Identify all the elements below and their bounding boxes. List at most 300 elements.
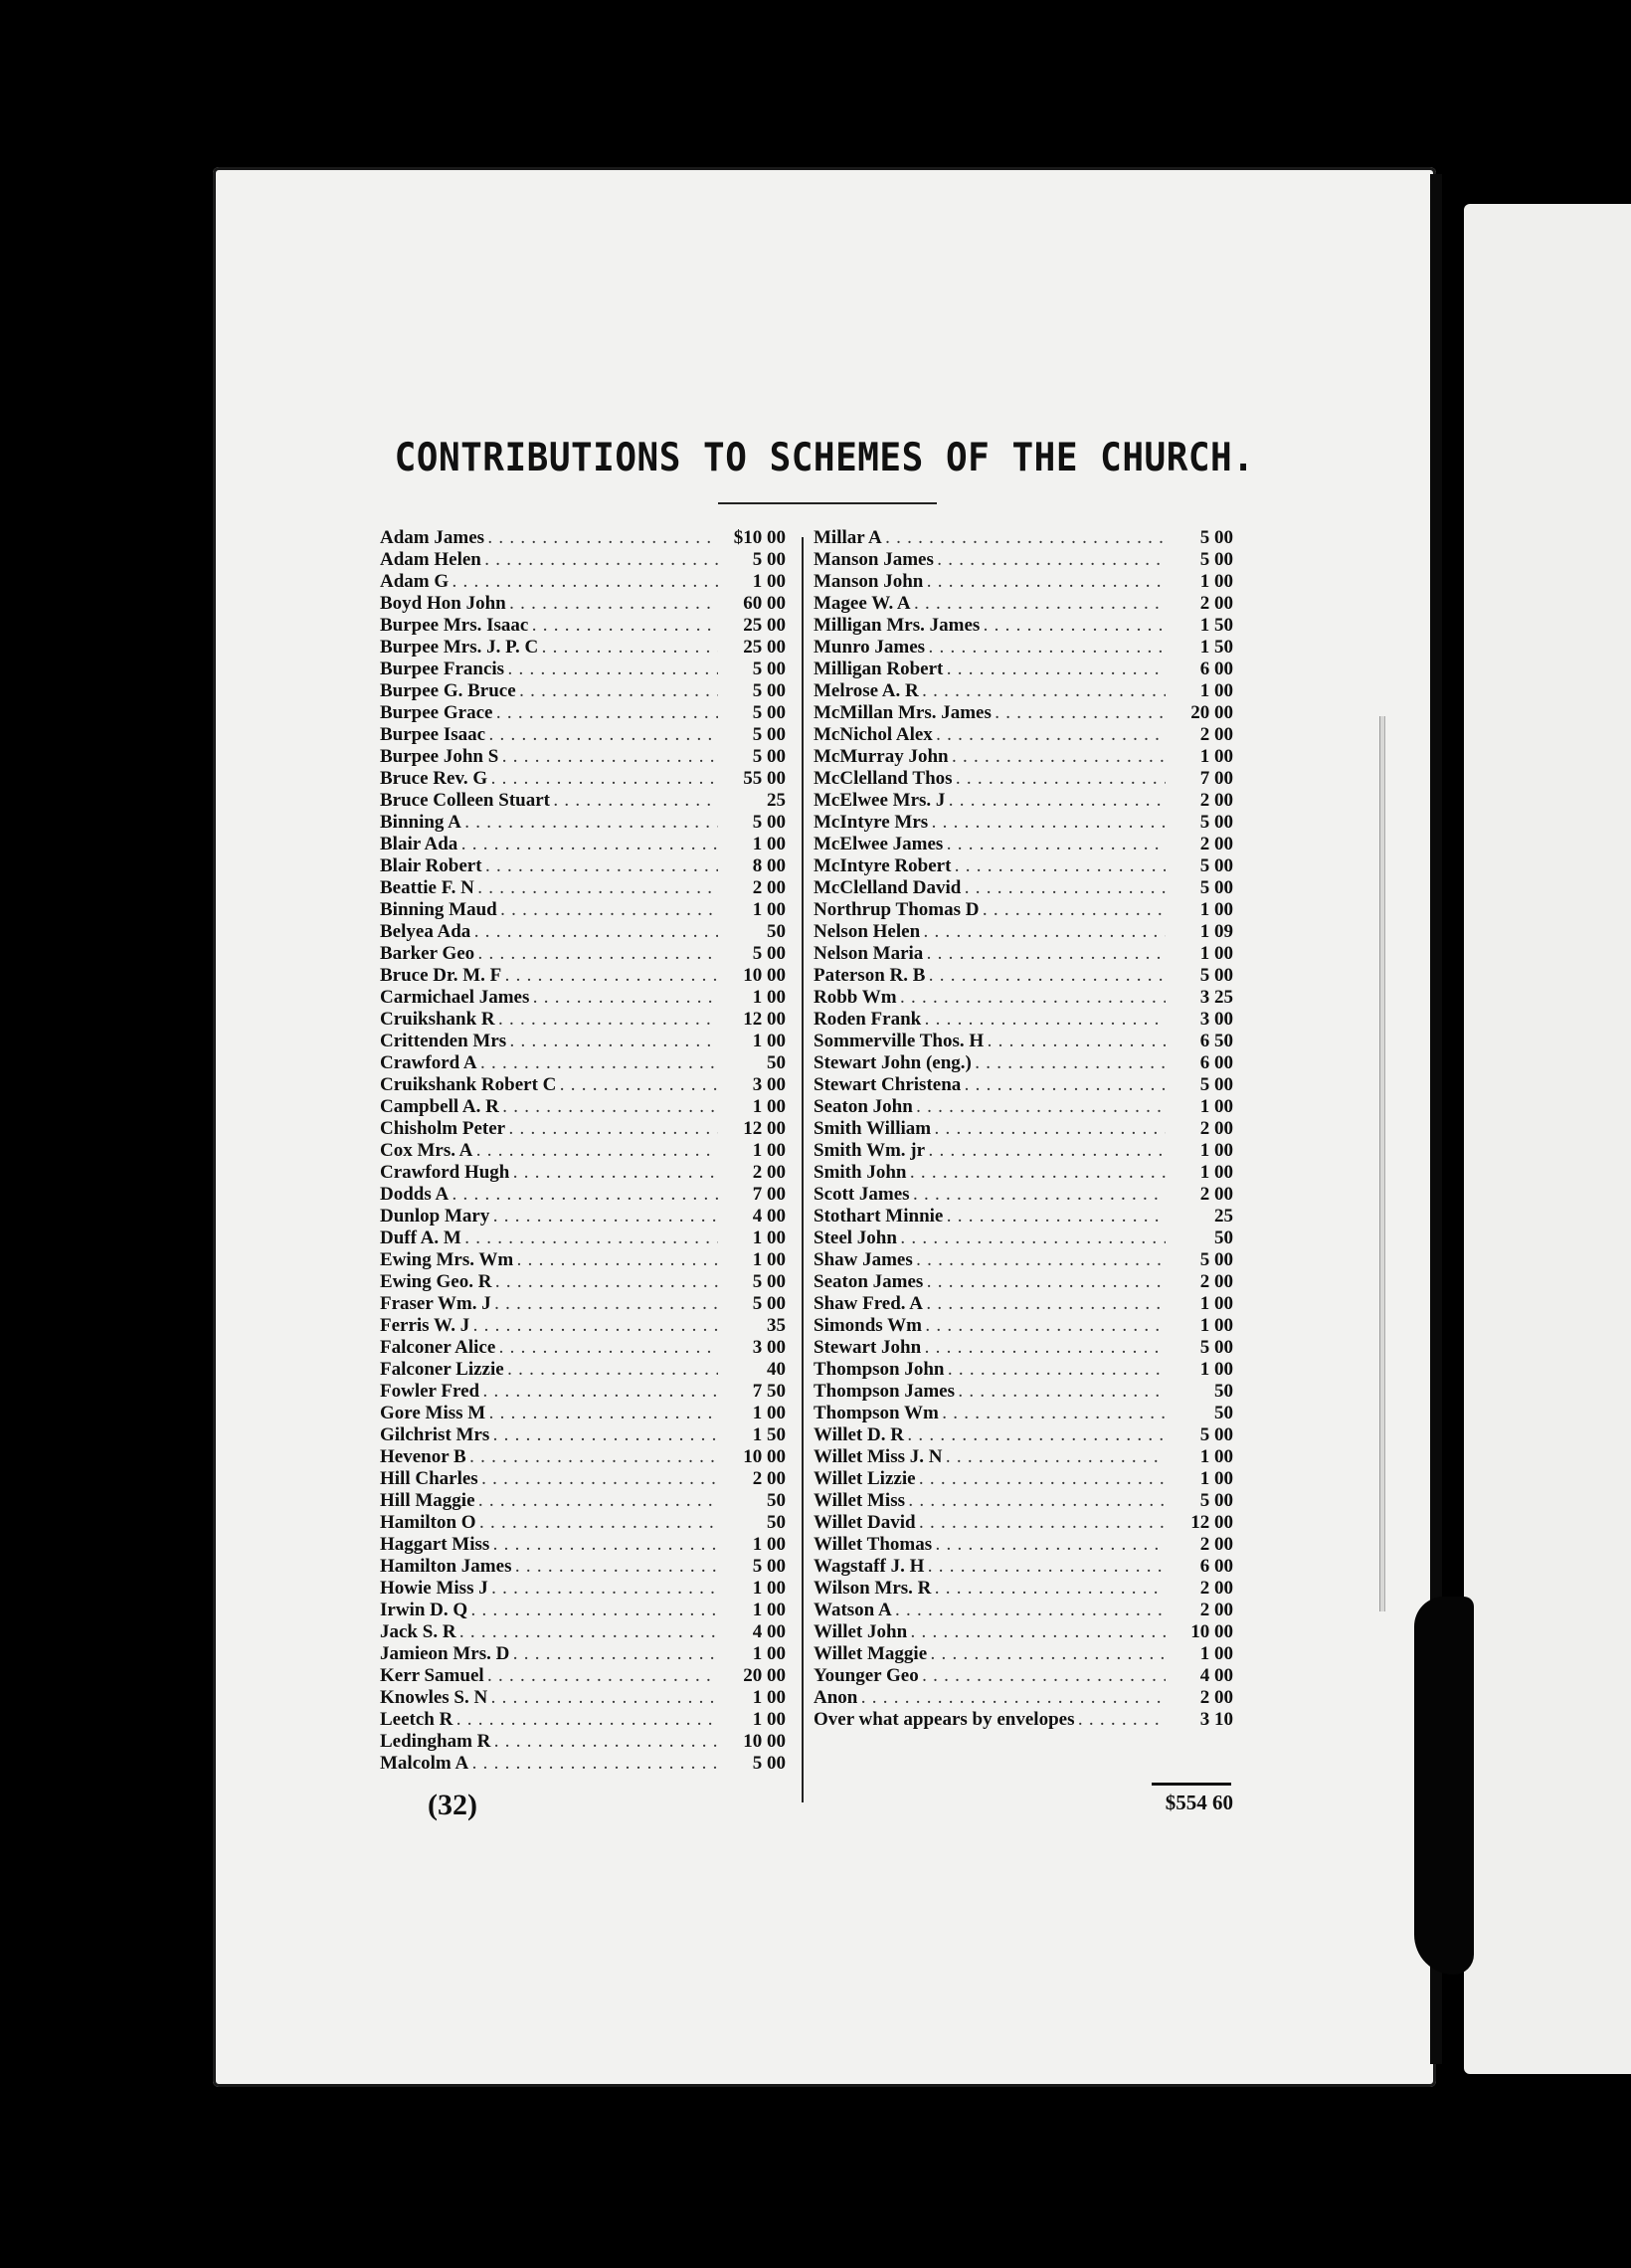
- contribution-row: [814, 899, 1233, 921]
- leader-dots: [929, 1142, 1166, 1164]
- contribution-row: [380, 1249, 786, 1271]
- contribution-amount: 2 00: [1199, 593, 1233, 614]
- leader-dots: [925, 1339, 1166, 1361]
- contributor-name: Kerr Samuel: [380, 1665, 484, 1686]
- contribution-row: [814, 1687, 1233, 1709]
- leader-dots: [861, 1689, 1166, 1711]
- total-rule: [1152, 1783, 1231, 1786]
- contribution-amount: 10 00: [743, 1446, 786, 1467]
- contributor-name: Robb Wm: [814, 987, 897, 1008]
- leader-dots: [470, 1448, 718, 1470]
- contribution-amount: 1 00: [752, 987, 786, 1008]
- contribution-row: [380, 1643, 786, 1665]
- contribution-row: [380, 637, 786, 659]
- contribution-amount: 8 00: [752, 855, 786, 876]
- title-rule: [718, 502, 937, 504]
- contribution-row: [380, 1228, 786, 1249]
- contribution-row: [814, 1446, 1233, 1468]
- contributor-name: Stothart Minnie: [814, 1206, 944, 1227]
- contribution-amount: 1 00: [752, 1249, 786, 1270]
- contribution-amount: 12 00: [1190, 1512, 1233, 1533]
- contribution-amount: 2 00: [1199, 1271, 1233, 1292]
- contribution-amount: 5 00: [1199, 877, 1233, 898]
- contribution-row: [380, 1118, 786, 1140]
- contributor-name: Manson John: [814, 571, 924, 592]
- contribution-row: [814, 1031, 1233, 1052]
- contributor-name: Irwin D. Q: [380, 1600, 468, 1620]
- contribution-row: [814, 1643, 1233, 1665]
- leader-dots: [489, 726, 718, 748]
- contributor-name: Jamieon Mrs. D: [380, 1643, 510, 1664]
- contribution-amount: 25: [767, 790, 786, 811]
- contribution-amount: 25: [1214, 1206, 1233, 1227]
- leader-dots: [488, 529, 718, 551]
- contribution-row: [814, 1249, 1233, 1271]
- leader-dots: [493, 1536, 718, 1558]
- leader-dots: [915, 595, 1166, 617]
- leader-dots: [492, 1580, 718, 1602]
- contribution-amount: 5 00: [1199, 1337, 1233, 1358]
- contribution-row: [380, 724, 786, 746]
- contributor-name: Hevenor B: [380, 1446, 466, 1467]
- contribution-amount: 40: [767, 1359, 786, 1380]
- contribution-row: [814, 943, 1233, 965]
- contributor-name: Adam James: [380, 527, 485, 548]
- contributor-name: Boyd Hon John: [380, 593, 506, 614]
- contributor-name: Wilson Mrs. R: [814, 1578, 932, 1599]
- contributor-name: Gilchrist Mrs: [380, 1424, 490, 1445]
- contribution-amount: 5 00: [752, 659, 786, 679]
- contribution-amount: 10 00: [743, 1731, 786, 1752]
- contribution-row: [814, 637, 1233, 659]
- contribution-row: [814, 1381, 1233, 1403]
- contribution-amount: 5 00: [752, 702, 786, 723]
- contribution-amount: 1 00: [1199, 1359, 1233, 1380]
- contributor-name: Gore Miss M: [380, 1403, 486, 1423]
- contributor-name: Dunlop Mary: [380, 1206, 490, 1227]
- contribution-amount: 7 00: [1199, 768, 1233, 789]
- contribution-amount: 5 00: [752, 1753, 786, 1774]
- contributor-name: Milligan Robert: [814, 659, 944, 679]
- leader-dots: [493, 1426, 718, 1448]
- contribution-row: [380, 1665, 786, 1687]
- contributor-name: McNichol Alex: [814, 724, 933, 745]
- contribution-row: [814, 1556, 1233, 1578]
- contribution-amount: 7 50: [752, 1381, 786, 1402]
- contribution-row: [380, 1687, 786, 1709]
- contribution-row: [814, 1271, 1233, 1293]
- contribution-amount: 1 00: [1199, 1140, 1233, 1161]
- leader-dots: [517, 1251, 718, 1273]
- contribution-amount: 2 00: [1199, 1184, 1233, 1205]
- contributor-name: Jack S. R: [380, 1621, 456, 1642]
- contributor-name: Carmichael James: [380, 987, 530, 1008]
- contributor-name: Nelson Helen: [814, 921, 921, 942]
- contribution-row: [380, 855, 786, 877]
- leader-dots: [453, 573, 718, 595]
- contribution-amount: 1 50: [752, 1424, 786, 1445]
- contribution-amount: 1 00: [752, 1687, 786, 1708]
- contribution-amount: 5 00: [752, 1271, 786, 1292]
- contribution-amount: 1 00: [1199, 899, 1233, 920]
- contribution-row: [380, 1381, 786, 1403]
- contribution-amount: 50: [1214, 1403, 1233, 1423]
- contributor-name: Hamilton O: [380, 1512, 476, 1533]
- leader-dots: [927, 1295, 1166, 1317]
- contribution-amount: 5 00: [752, 1293, 786, 1314]
- contribution-row: [380, 1468, 786, 1490]
- leader-dots: [948, 1361, 1166, 1383]
- contribution-row: [380, 1490, 786, 1512]
- contribution-row: [380, 1096, 786, 1118]
- leader-dots: [923, 1667, 1166, 1689]
- leader-dots: [486, 857, 718, 879]
- leader-dots: [542, 639, 718, 661]
- leader-dots: [935, 1580, 1166, 1602]
- contribution-amount: 2 00: [1199, 1534, 1233, 1555]
- contribution-row: [814, 593, 1233, 615]
- contribution-row: [814, 1665, 1233, 1687]
- contributor-name: Campbell A. R: [380, 1096, 499, 1117]
- leader-dots: [955, 857, 1166, 879]
- leader-dots: [491, 770, 718, 792]
- leader-dots: [554, 792, 718, 814]
- contribution-amount: 4 00: [752, 1621, 786, 1642]
- contributor-name: Bruce Rev. G: [380, 768, 488, 789]
- contribution-amount: 1 00: [752, 1600, 786, 1620]
- contribution-row: [814, 549, 1233, 571]
- leader-dots: [927, 945, 1166, 967]
- contributor-name: Haggart Miss: [380, 1534, 490, 1555]
- leader-dots: [465, 1229, 718, 1251]
- contributor-name: Binning A: [380, 812, 461, 833]
- contribution-row: [380, 1556, 786, 1578]
- contributor-name: Willet Lizzie: [814, 1468, 916, 1489]
- contribution-amount: 2 00: [1199, 724, 1233, 745]
- leader-dots: [886, 529, 1166, 551]
- total-amount: $554 60: [1165, 1791, 1233, 1814]
- contribution-amount: 50: [1214, 1228, 1233, 1248]
- contributor-name: Ledingham R: [380, 1731, 491, 1752]
- contribution-amount: 5 00: [1199, 1424, 1233, 1445]
- leader-dots: [513, 1645, 718, 1667]
- contributor-name: Barker Geo: [380, 943, 475, 964]
- contribution-amount: 25 00: [743, 637, 786, 658]
- leader-dots: [936, 1536, 1166, 1558]
- contribution-amount: 1 00: [1199, 1162, 1233, 1183]
- contribution-row: [814, 724, 1233, 746]
- contribution-amount: 50: [767, 1512, 786, 1533]
- contribution-row: [380, 921, 786, 943]
- contributor-name: Stewart Christena: [814, 1074, 962, 1095]
- contributor-name: Wagstaff J. H: [814, 1556, 925, 1577]
- contribution-amount: 5 00: [752, 1556, 786, 1577]
- contribution-row: [380, 790, 786, 812]
- contribution-row: [380, 615, 786, 637]
- contributor-name: Younger Geo: [814, 1665, 919, 1686]
- contributor-name: Dodds A: [380, 1184, 450, 1205]
- contributor-name: Milligan Mrs. James: [814, 615, 981, 636]
- contribution-row: [814, 1424, 1233, 1446]
- contribution-amount: 12 00: [743, 1009, 786, 1030]
- leader-dots: [560, 1076, 718, 1098]
- contributor-name: Crittenden Mrs: [380, 1031, 507, 1051]
- leader-dots: [505, 967, 718, 989]
- contribution-row: [380, 1403, 786, 1424]
- leader-dots: [947, 661, 1166, 682]
- contribution-row: [814, 571, 1233, 593]
- leader-dots: [472, 1755, 718, 1777]
- contribution-amount: 3 10: [1199, 1709, 1233, 1730]
- contributor-name: Beattie F. N: [380, 877, 474, 898]
- contributor-name: Knowles S. N: [380, 1687, 488, 1708]
- contributor-name: Binning Maud: [380, 899, 497, 920]
- contributor-name: Seaton John: [814, 1096, 913, 1117]
- leader-dots: [949, 792, 1166, 814]
- leader-dots: [453, 1186, 718, 1208]
- contribution-row: [814, 1293, 1233, 1315]
- contribution-row: [814, 702, 1233, 724]
- contribution-row: [814, 1118, 1233, 1140]
- page-number: (32): [428, 1789, 477, 1821]
- contribution-row: [380, 1709, 786, 1731]
- contribution-row: [380, 834, 786, 855]
- contributor-name: Burpee Mrs. J. P. C: [380, 637, 539, 658]
- leader-dots: [473, 1317, 718, 1339]
- leader-dots: [920, 1470, 1166, 1492]
- contribution-amount: 1 00: [752, 571, 786, 592]
- contribution-row: [380, 768, 786, 790]
- contribution-row: [814, 1009, 1233, 1031]
- leader-dots: [483, 1383, 718, 1405]
- contribution-row: [380, 1271, 786, 1293]
- contributor-name: Willet Miss J. N: [814, 1446, 943, 1467]
- contribution-row: [814, 921, 1233, 943]
- leader-dots: [480, 1514, 718, 1536]
- leader-dots: [532, 617, 718, 639]
- leader-dots: [926, 1317, 1166, 1339]
- contribution-amount: 25 00: [743, 615, 786, 636]
- leader-dots: [901, 989, 1166, 1011]
- leader-dots: [1078, 1711, 1166, 1733]
- contribution-amount: 1 00: [752, 1096, 786, 1117]
- leader-dots: [917, 1251, 1166, 1273]
- contribution-amount: 1 00: [1199, 1446, 1233, 1467]
- contribution-row: [814, 1490, 1233, 1512]
- contribution-amount: 6 50: [1199, 1031, 1233, 1051]
- contribution-amount: 50: [767, 1490, 786, 1511]
- left-column: [380, 527, 786, 1775]
- contribution-amount: 1 00: [752, 1031, 786, 1051]
- contribution-amount: 5 00: [1199, 812, 1233, 833]
- leader-dots: [896, 1602, 1166, 1623]
- contribution-row: [814, 1621, 1233, 1643]
- contribution-row: [814, 527, 1233, 549]
- leader-dots: [503, 1098, 718, 1120]
- contributor-name: Fowler Fred: [380, 1381, 480, 1402]
- leader-dots: [996, 704, 1166, 726]
- leader-dots: [501, 901, 718, 923]
- leader-dots: [508, 661, 718, 682]
- leader-dots: [910, 1164, 1166, 1186]
- contribution-row: [380, 1052, 786, 1074]
- leader-dots: [943, 1405, 1166, 1426]
- contribution-row: [380, 1424, 786, 1446]
- leader-dots: [479, 1492, 718, 1514]
- leader-dots: [474, 923, 718, 945]
- leader-dots: [914, 1186, 1166, 1208]
- leader-dots: [901, 1229, 1166, 1251]
- contribution-row: [814, 659, 1233, 680]
- contribution-amount: 20 00: [743, 1665, 786, 1686]
- contribution-amount: 2 00: [752, 877, 786, 898]
- leader-dots: [465, 814, 718, 836]
- contribution-amount: 1 00: [752, 1228, 786, 1248]
- leader-dots: [976, 1054, 1166, 1076]
- contribution-row: [814, 834, 1233, 855]
- contribution-row: [380, 1446, 786, 1468]
- contribution-amount: 4 00: [1199, 1665, 1233, 1686]
- leader-dots: [520, 682, 718, 704]
- leader-dots: [476, 1142, 718, 1164]
- contribution-row: [380, 571, 786, 593]
- contribution-row: [380, 1293, 786, 1315]
- contribution-amount: 10 00: [743, 965, 786, 986]
- contribution-row: [814, 1074, 1233, 1096]
- contributor-name: Smith William: [814, 1118, 932, 1139]
- contributor-name: McMurray John: [814, 746, 949, 767]
- contribution-amount: 1 00: [1199, 746, 1233, 767]
- contribution-row: [380, 1031, 786, 1052]
- contribution-amount: 5 00: [1199, 965, 1233, 986]
- contribution-row: [380, 1162, 786, 1184]
- contribution-amount: 2 00: [752, 1468, 786, 1489]
- leader-dots: [909, 1492, 1166, 1514]
- contributor-name: Burpee Mrs. Isaac: [380, 615, 529, 636]
- contribution-amount: 1 00: [1199, 571, 1233, 592]
- contribution-row: [814, 855, 1233, 877]
- contribution-amount: 1 00: [1199, 1643, 1233, 1664]
- contributor-name: Crawford Hugh: [380, 1162, 510, 1183]
- contributor-name: Burpee John S: [380, 746, 499, 767]
- contribution-row: [814, 768, 1233, 790]
- contribution-row: [814, 1359, 1233, 1381]
- contribution-amount: 1 00: [752, 899, 786, 920]
- contributor-name: Magee W. A: [814, 593, 911, 614]
- contributor-name: Chisholm Peter: [380, 1118, 506, 1139]
- contribution-amount: 5 00: [752, 549, 786, 570]
- contributor-name: Hill Maggie: [380, 1490, 475, 1511]
- contributor-name: Cruikshank R: [380, 1009, 495, 1030]
- leader-dots: [947, 836, 1166, 857]
- contribution-row: [380, 702, 786, 724]
- contribution-amount: 1 00: [752, 834, 786, 854]
- contributor-name: Over what appears by envelopes: [814, 1709, 1075, 1730]
- contribution-amount: 1 00: [1199, 1293, 1233, 1314]
- contribution-row: [380, 1753, 786, 1775]
- contribution-amount: 6 00: [1199, 1052, 1233, 1073]
- contribution-amount: 50: [767, 921, 786, 942]
- contribution-amount: 5 00: [1199, 855, 1233, 876]
- contributor-name: Scott James: [814, 1184, 910, 1205]
- contribution-row: [380, 1578, 786, 1600]
- contribution-row: [814, 615, 1233, 637]
- contributor-name: Adam Helen: [380, 549, 481, 570]
- contribution-row: [380, 812, 786, 834]
- leader-dots: [931, 1645, 1166, 1667]
- contribution-row: [814, 1096, 1233, 1118]
- contribution-row: [814, 1534, 1233, 1556]
- contribution-amount: 2 00: [1199, 834, 1233, 854]
- contributor-name: Willet Maggie: [814, 1643, 928, 1664]
- contributor-name: Ewing Geo. R: [380, 1271, 492, 1292]
- leader-dots: [929, 967, 1166, 989]
- contribution-row: [814, 680, 1233, 702]
- contributor-name: McIntyre Mrs: [814, 812, 929, 833]
- contribution-amount: 1 09: [1199, 921, 1233, 942]
- contribution-amount: 2 00: [1199, 790, 1233, 811]
- contributor-name: Smith John: [814, 1162, 907, 1183]
- page-damage: [1414, 1597, 1474, 1975]
- contribution-row: [380, 943, 786, 965]
- leader-dots: [927, 1273, 1166, 1295]
- contributor-name: Howie Miss J: [380, 1578, 488, 1599]
- contribution-amount: 55 00: [743, 768, 786, 789]
- contribution-amount: 3 25: [1199, 987, 1233, 1008]
- contributor-name: McClelland David: [814, 877, 962, 898]
- contribution-amount: 1 00: [1199, 1315, 1233, 1336]
- leader-dots: [508, 1361, 718, 1383]
- contributor-name: Willet Thomas: [814, 1534, 933, 1555]
- contributor-name: Thompson James: [814, 1381, 955, 1402]
- contribution-row: [380, 1512, 786, 1534]
- contribution-amount: 60 00: [743, 593, 786, 614]
- binding-thread: [1379, 716, 1385, 1611]
- leader-dots: [496, 704, 718, 726]
- leader-dots: [937, 726, 1166, 748]
- contribution-amount: 3 00: [752, 1337, 786, 1358]
- leader-dots: [923, 682, 1166, 704]
- contribution-amount: 5 00: [1199, 527, 1233, 548]
- leader-dots: [938, 551, 1166, 573]
- contribution-row: [380, 1600, 786, 1621]
- leader-dots: [482, 1470, 718, 1492]
- contributor-name: Manson James: [814, 549, 934, 570]
- contribution-amount: 5 00: [752, 943, 786, 964]
- contributor-name: Melrose A. R: [814, 680, 919, 701]
- contributor-name: McElwee James: [814, 834, 944, 854]
- leader-dots: [502, 748, 718, 770]
- contribution-amount: 12 00: [743, 1118, 786, 1139]
- leader-dots: [478, 945, 718, 967]
- contribution-row: [814, 1468, 1233, 1490]
- contributor-name: Shaw James: [814, 1249, 913, 1270]
- contributor-name: Paterson R. B: [814, 965, 926, 986]
- contribution-amount: 1 00: [752, 1140, 786, 1161]
- leader-dots: [920, 1514, 1166, 1536]
- leader-dots: [533, 989, 718, 1011]
- contribution-amount: 6 00: [1199, 659, 1233, 679]
- contribution-row: [380, 593, 786, 615]
- contribution-amount: 10 00: [1190, 1621, 1233, 1642]
- contributor-name: McClelland Thos: [814, 768, 953, 789]
- leader-dots: [965, 879, 1166, 901]
- contributor-name: Belyea Ada: [380, 921, 471, 942]
- contributor-name: Willet Miss: [814, 1490, 906, 1511]
- contributor-name: Falconer Lizzie: [380, 1359, 504, 1380]
- contributor-name: Burpee G. Bruce: [380, 680, 516, 701]
- contribution-row: [814, 987, 1233, 1009]
